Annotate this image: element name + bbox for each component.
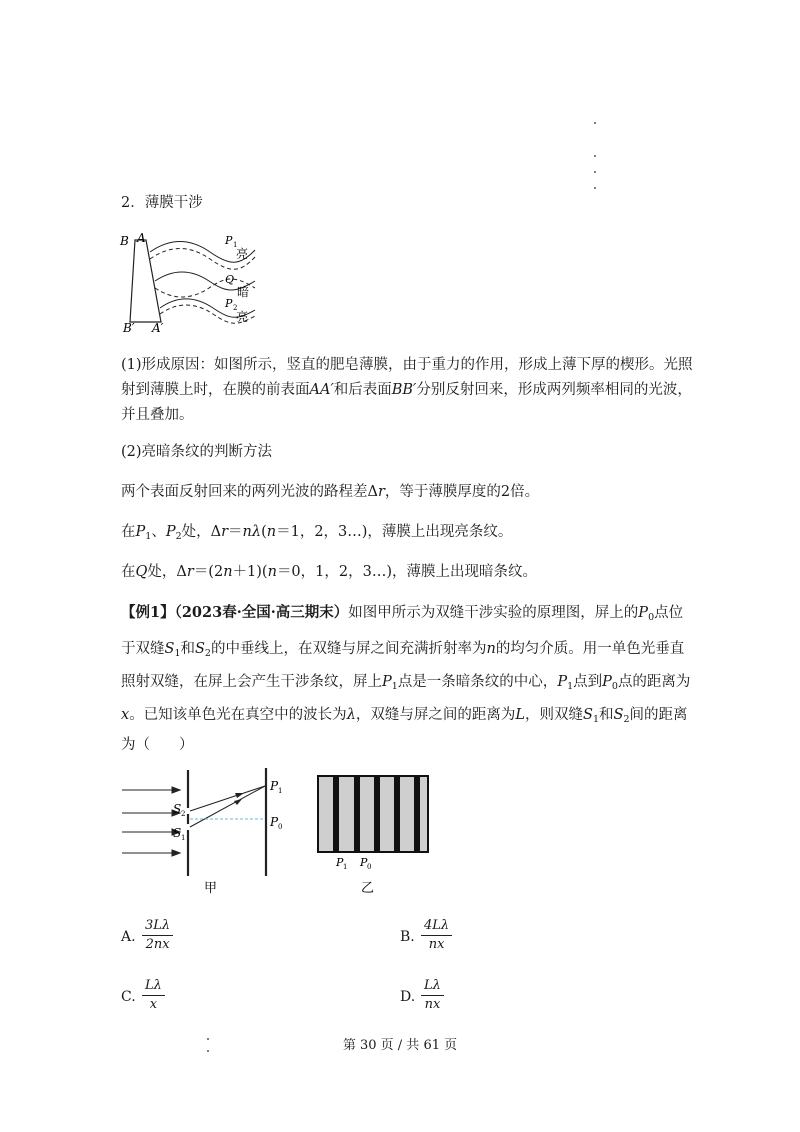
- arrow-head: [172, 850, 180, 856]
- label-s2: S: [173, 802, 182, 816]
- label-p1: P: [225, 234, 233, 247]
- option-a-label[interactable]: A.: [121, 929, 136, 945]
- para4: 在$P_1$、$P_2$处，Δr＝nλ(n＝1，2，3…)，薄膜上出现亮条纹。: [121, 524, 513, 542]
- label-s2-sub: 2: [181, 810, 186, 818]
- label-s1-sub: 1: [181, 834, 186, 842]
- label-dark: 暗: [237, 285, 250, 299]
- dark-fringe: [394, 776, 400, 852]
- label-s1: S: [173, 826, 182, 840]
- decor-dot: [594, 122, 596, 124]
- label-p1: P: [270, 779, 279, 793]
- label-p1-sub: 1: [278, 787, 283, 795]
- para1-line1: (1)形成原因：如图所示，竖直的肥皂薄膜，由于重力的作用，形成上薄下厚的楔形。光照: [121, 357, 693, 373]
- label-a-prime: A′: [152, 321, 164, 335]
- label-b-prime: B′: [123, 321, 135, 335]
- label-a: A: [137, 231, 146, 245]
- decor-dot: [594, 187, 596, 189]
- example-line2: 于双缝$S_1$和$S_2$的中垂线上，在双缝与屏之间充满折射率为n的均匀介质。用一单色光垂直: [121, 641, 685, 659]
- arrow-head: [234, 799, 242, 805]
- thin-film-figure: [115, 228, 265, 336]
- arrow-head: [172, 787, 180, 793]
- option-c-label[interactable]: C.: [121, 989, 136, 1005]
- label-b-p0: P: [360, 856, 368, 869]
- double-slit-figure: [118, 760, 438, 900]
- wedge-film: [130, 240, 161, 322]
- section-heading: 2．薄膜干涉: [121, 195, 203, 211]
- label-bright-2: 亮: [236, 310, 249, 324]
- label-q: Q: [225, 273, 235, 286]
- ray-s1-p1: [190, 786, 265, 827]
- option-d-fraction[interactable]: $\frac{L\lambda}{nx}$: [421, 978, 444, 1013]
- dark-fringe: [374, 776, 380, 852]
- option-b-label[interactable]: B.: [400, 929, 415, 945]
- label-b-p1-sub: 1: [343, 863, 348, 871]
- label-p1-sub: 1: [233, 241, 238, 249]
- caption-yi: 乙: [361, 881, 375, 896]
- caption-jia: 甲: [204, 881, 218, 896]
- label-b-p1: P: [336, 856, 344, 869]
- label-b: B: [120, 234, 129, 248]
- dark-fringe: [414, 776, 420, 852]
- dark-fringe: [354, 776, 360, 852]
- decor-dot: [594, 155, 596, 157]
- example-line1: 【例1】（2023春·全国·高三期末）如图甲所示为双缝干涉实验的原理图，屏上的$P_0$点位: [121, 604, 684, 623]
- para1-line3: 并且叠加。: [121, 407, 194, 423]
- dark-fringe: [333, 776, 339, 852]
- option-a-fraction[interactable]: $\frac{3L\lambda}{2nx}$: [142, 918, 173, 953]
- arrow-head: [235, 793, 244, 798]
- label-b-p0-sub: 0: [367, 863, 372, 871]
- ray-s2-p1: [190, 786, 265, 811]
- example-line3: 照射双缝，在屏上会产生干涉条纹，屏上$P_1$点是一条暗条纹的中心，$P_1$点到$P_0$点的距离为: [121, 674, 691, 692]
- decor-dot: [594, 171, 596, 173]
- label-p2: P: [225, 297, 233, 310]
- option-d-label[interactable]: D.: [400, 989, 416, 1005]
- option-c-fraction[interactable]: $\frac{L\lambda}{x}$: [142, 978, 165, 1013]
- para1-line2: 射到薄膜上时，在膜的前表面AA′和后表面BB′分别反射回来，形成两列频率相同的光波，: [121, 382, 692, 398]
- label-p0-sub: 0: [278, 823, 283, 831]
- example-line4: x。已知该单色光在真空中的波长为λ，双缝与屏之间的距离为L，则双缝$S_1$和$S_2$间的距离: [121, 707, 688, 725]
- example-line5: 为（ ）: [121, 737, 194, 753]
- option-b-fraction[interactable]: $\frac{4L\lambda}{nx}$: [421, 918, 452, 953]
- label-bright-1: 亮: [236, 247, 249, 261]
- para2: (2)亮暗条纹的判断方法: [121, 444, 273, 460]
- para3: 两个表面反射回来的两列光波的路程差Δr，等于薄膜厚度的2倍。: [121, 484, 540, 500]
- page-footer: 第 30 页 / 共 61 页: [342, 1038, 458, 1053]
- label-p2-sub: 2: [233, 304, 238, 312]
- para5: 在Q处，Δr＝(2n＋1)(n＝0，1，2，3…)，薄膜上出现暗条纹。: [121, 564, 537, 580]
- label-p0: P: [270, 815, 279, 829]
